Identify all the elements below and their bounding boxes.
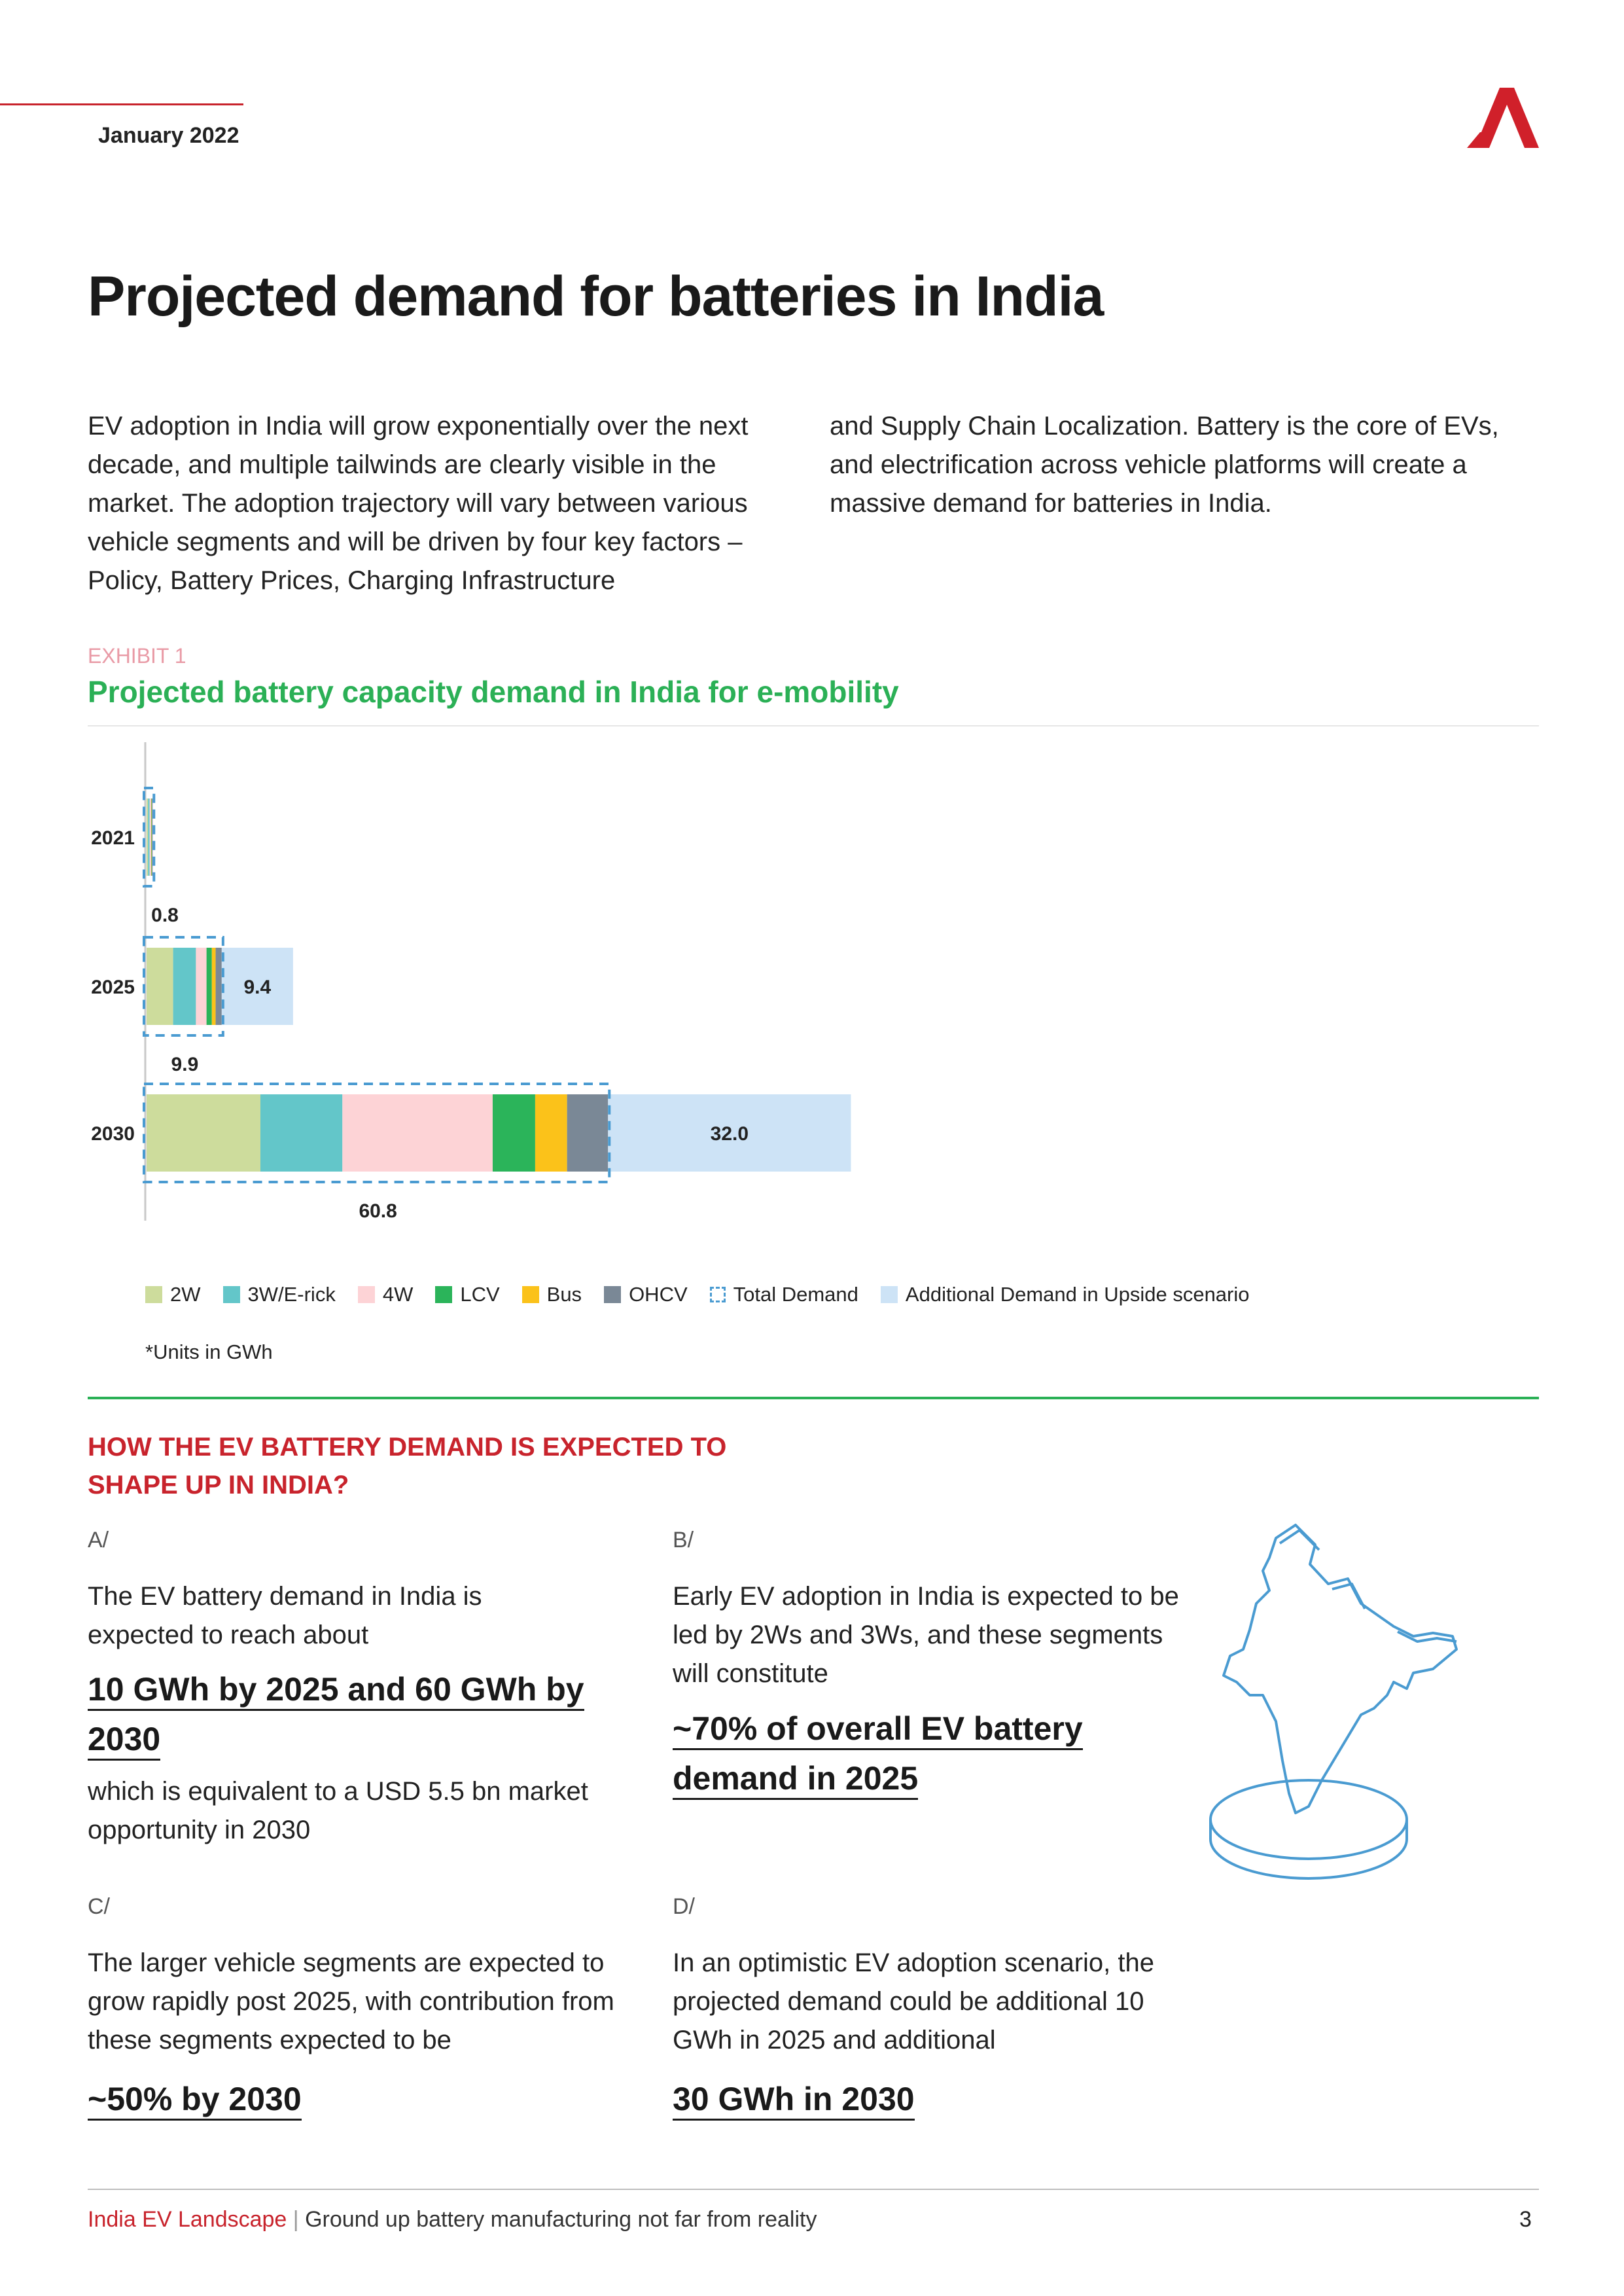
point-c-label: C/ <box>88 1894 110 1919</box>
brand-logo-icon <box>1460 85 1539 148</box>
point-c-highlight <box>88 2075 302 2123</box>
intro-paragraph-right: and Supply Chain Localization. Battery is the core of EVs, and electrification across vehicle platforms will create a massive demand for batteries in India. <box>830 412 1499 518</box>
bar-segment-2w <box>147 948 173 1025</box>
upside-label: 32.0 <box>710 1123 749 1145</box>
bar-segment-ohcv <box>567 1094 609 1172</box>
point-b-highlight-line2: demand in 2025 <box>673 1760 918 1800</box>
report-date: January 2022 <box>98 123 239 148</box>
legend-label: LCV <box>460 1283 500 1306</box>
bar-segment-4w <box>150 798 151 876</box>
total-label: 9.9 <box>171 1054 199 1075</box>
legend-label: Total Demand <box>733 1283 858 1306</box>
point-a-highlight-line1: 10 GWh by 2025 and 60 GWh by <box>88 1671 584 1711</box>
legend-swatch <box>881 1286 898 1303</box>
bar-segment-lcv <box>493 1094 535 1172</box>
point-d-highlight <box>673 2075 915 2123</box>
legend-swatch <box>358 1286 375 1303</box>
bar-segment-3w-e-rick <box>173 948 196 1025</box>
legend-swatch <box>435 1286 452 1303</box>
legend-label: 4W <box>382 1283 414 1306</box>
bar-segment-4w <box>342 1094 493 1172</box>
total-label: 60.8 <box>359 1200 397 1222</box>
point-c-highlight-line1: ~50% by 2030 <box>88 2081 302 2121</box>
legend-label: Additional Demand in Upside scenario <box>905 1283 1250 1306</box>
point-d-highlight-line1: 30 GWh in 2030 <box>673 2081 915 2121</box>
bar-segment-3w-e-rick <box>260 1094 342 1172</box>
legend-swatch <box>223 1286 240 1303</box>
units-note: *Units in GWh <box>145 1340 273 1363</box>
point-a-label: A/ <box>88 1528 109 1552</box>
upside-label: 9.4 <box>243 977 272 998</box>
intro-paragraph-left: EV adoption in India will grow exponentially over the next decade, and multiple tailwinds are clearly visible in the market. The adoption trajectory will vary between various vehicle segments and will be driven by four key factors – Policy, Battery Prices, Charging Infrastructure <box>88 412 749 595</box>
bar-segment-3w-e-rick <box>148 798 149 876</box>
point-a-highlight-2 <box>88 1715 160 1763</box>
bar-segment-2w <box>147 1094 260 1172</box>
bar-segment-2w <box>147 798 148 876</box>
y-tick-label: 2021 <box>91 827 135 849</box>
legend-item <box>358 1283 414 1306</box>
legend-label: 2W <box>170 1283 201 1306</box>
legend-label: 3W/E-rick <box>247 1283 336 1306</box>
footer-subtitle: Ground up battery manufacturing not far from reality <box>305 2207 817 2232</box>
footer-separator: | <box>287 2207 306 2232</box>
legend-item <box>435 1283 499 1306</box>
point-d-label: D/ <box>673 1894 695 1919</box>
point-d-text: In an optimistic EV adoption scenario, the projected demand could be additional 10 GWh in 2025 and additional <box>673 1948 1154 2054</box>
point-b-highlight-2 <box>673 1754 918 1803</box>
chart-legend <box>145 1282 1272 1308</box>
bar-segment-ohcv <box>216 948 222 1025</box>
bar-segment-lcv <box>207 948 212 1025</box>
legend-item <box>223 1283 336 1306</box>
top-rule <box>0 103 243 105</box>
point-b-text: Early EV adoption in India is expected to be led by 2Ws and 3Ws, and these segments will constitute <box>673 1582 1179 1688</box>
point-c-text: The larger vehicle segments are expected to grow rapidly post 2025, with contribution from these segments expected to be <box>88 1948 614 2054</box>
page-number: 3 <box>1519 2207 1532 2232</box>
legend-item <box>710 1283 858 1306</box>
divider <box>88 725 1539 726</box>
footer-text <box>88 2207 817 2233</box>
legend-item <box>604 1283 688 1306</box>
point-b-label: B/ <box>673 1528 694 1552</box>
y-tick-label: 2030 <box>91 1123 135 1145</box>
legend-item <box>881 1283 1250 1306</box>
footer-brand: India EV Landscape <box>88 2207 287 2232</box>
exhibit-label: EXHIBIT 1 <box>88 644 186 668</box>
india-map-icon <box>1197 1518 1492 1885</box>
legend-item <box>522 1283 582 1306</box>
legend-swatch <box>522 1286 539 1303</box>
bar-segment-bus <box>535 1094 567 1172</box>
bar-segment-bus <box>212 948 216 1025</box>
legend-swatch <box>710 1287 726 1302</box>
legend-swatch <box>604 1286 621 1303</box>
exhibit-title: Projected battery capacity demand in India for e-mobility <box>88 675 899 709</box>
total-label: 0.8 <box>151 905 179 926</box>
footer-divider <box>88 2189 1539 2190</box>
bar-segment-lcv <box>151 798 152 876</box>
bar-segment-4w <box>196 948 206 1025</box>
legend-label: Bus <box>546 1283 582 1306</box>
legend-item <box>145 1283 201 1306</box>
legend-label: OHCV <box>629 1283 688 1306</box>
point-b-highlight-line1: ~70% of overall EV battery <box>673 1710 1083 1750</box>
battery-demand-bar-chart <box>72 733 1001 1230</box>
y-tick-label: 2025 <box>91 977 135 998</box>
point-a-highlight <box>88 1665 611 1713</box>
page-title: Projected demand for batteries in India <box>88 265 1104 328</box>
legend-swatch <box>145 1286 162 1303</box>
point-b-highlight <box>673 1704 1083 1753</box>
point-a-highlight-line2: 2030 <box>88 1721 160 1761</box>
point-a-text: The EV battery demand in India is expected to reach about <box>88 1582 482 1649</box>
section-heading: HOW THE EV BATTERY DEMAND IS EXPECTED TO SHAPE UP IN INDIA? <box>88 1433 727 1499</box>
point-a-after: which is equivalent to a USD 5.5 bn market opportunity in 2030 <box>88 1777 588 1844</box>
section-divider <box>88 1397 1539 1399</box>
